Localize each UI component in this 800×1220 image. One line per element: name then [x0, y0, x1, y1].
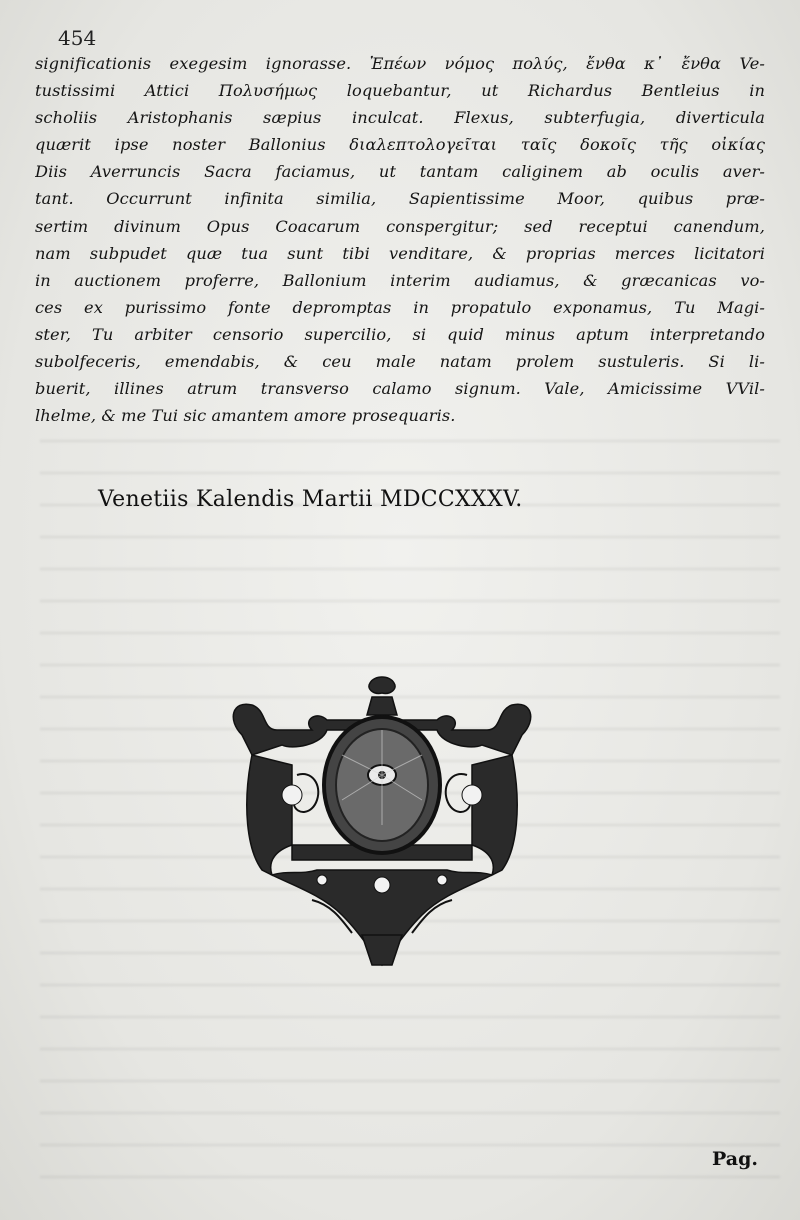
catchword: Pag. [712, 1148, 758, 1170]
body-text [35, 50, 765, 429]
text-line: subolfeceris, emendabis, & ceu male natam prolem sustuleris. Si li- [35, 352, 765, 372]
text-line-last: lhelme, & me Tui sic amantem amore prosequaris. [35, 406, 456, 426]
text-line: buerit, illines atrum transverso calamo signum. Vale, Amicissime VVil- [35, 379, 765, 399]
text-line: in auctionem proferre, Ballonium interim audiamus, & græcanicas vo- [35, 270, 765, 290]
date-line: Venetiis Kalendis Martii MDCCXXXV. [98, 487, 523, 512]
text-line: significationis exegesim ignorasse. Ἐπέων νόμος πολύς, ἔνθα κ᾽ ἔνθα Ve- [35, 54, 765, 73]
text-line: ster, Tu arbiter censorio supercilio, si quid minus aptum interpretando [35, 324, 765, 344]
text-line: scholiis Aristophanis sæpius inculcat. Flexus, subterfugia, diverticula [35, 108, 765, 128]
text-line: sertim divinum Opus Coacarum conspergitur; sed receptui canendum, [35, 216, 765, 236]
text-line: quærit ipse noster Ballonius διαλεπτολογεῖται ταῖς δοκοῖς τῆς οἰκίας [35, 135, 765, 155]
text-line: nam subpudet quæ tua sunt tibi venditare, & proprias merces licitatori [35, 243, 765, 263]
text-line: Diis Averruncis Sacra faciamus, ut tantam caliginem ab oculis aver- [35, 162, 765, 182]
ornament-vignette [222, 675, 542, 975]
text-line: ces ex purissimo fonte depromptas in propatulo exponamus, Tu Magi- [35, 297, 765, 317]
text-line: tant. Occurrunt infinita similia, Sapientissime Moor, quibus præ- [35, 189, 765, 209]
page-number: 454 [58, 26, 97, 50]
text-line: tustissimi Attici Πολυσήμως loquebantur, ut Richardus Bentleius in [35, 81, 765, 101]
